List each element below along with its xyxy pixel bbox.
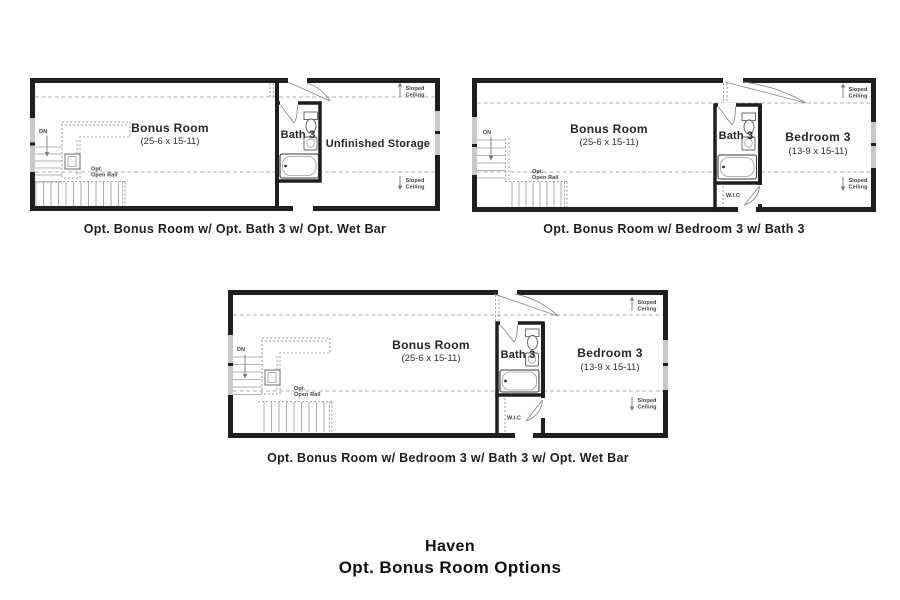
stair-treads-lower xyxy=(264,402,324,432)
svg-text:Sloped: Sloped xyxy=(848,178,868,184)
plan2-top-door-gap xyxy=(723,78,743,84)
plan-3-caption: Opt. Bonus Room w/ Bedroom 3 w/ Bath 3 w/ Opt. Wet Bar xyxy=(267,451,629,465)
svg-text:Ceiling: Ceiling xyxy=(637,306,657,313)
svg-text:Sloped: Sloped xyxy=(405,178,425,184)
svg-text:Ceiling: Ceiling xyxy=(405,92,425,99)
bath-door-leaf xyxy=(281,105,295,123)
open-rail-outline xyxy=(35,182,125,207)
wet-bar-sink xyxy=(265,370,280,385)
dn-label: DN xyxy=(483,130,492,136)
bathtub-fixture xyxy=(718,155,757,179)
plan1-sloped-ceiling-top xyxy=(398,83,425,99)
wic-door-leaf xyxy=(526,400,543,421)
plan3-sloped-ceiling-top xyxy=(630,297,657,313)
stair-treads-upper xyxy=(233,357,262,395)
svg-text:Opt.: Opt. xyxy=(532,169,544,175)
bath-label: Bath 3 xyxy=(280,129,316,141)
plan-1-svg xyxy=(30,78,440,211)
plan1-room-labels xyxy=(131,121,430,150)
stair-treads-lower xyxy=(36,182,119,206)
plan2-stairs xyxy=(477,138,567,207)
plan2-exterior-walls xyxy=(475,78,874,212)
bonus-room-label: Bonus Room xyxy=(131,121,209,135)
svg-text:Open Rail: Open Rail xyxy=(294,392,321,398)
bath-door-arc xyxy=(732,107,736,125)
stair-rail xyxy=(506,138,510,182)
wic-label: W.I.C xyxy=(507,415,521,422)
open-rail-outline xyxy=(505,182,567,208)
plan2-bath-door-gap xyxy=(718,103,736,107)
bonus-room-dims: (25-6 x 15-11) xyxy=(140,136,200,147)
plan-2-drawing xyxy=(472,78,876,212)
svg-text:Ceiling: Ceiling xyxy=(848,93,868,100)
svg-text:Ceiling: Ceiling xyxy=(637,404,657,411)
up-arrow-icon xyxy=(841,84,845,88)
plan3-bath-door-gap xyxy=(500,321,518,325)
bath-label: Bath 3 xyxy=(718,130,754,142)
svg-text:Open Rail: Open Rail xyxy=(91,172,118,179)
plan2-sloped-ceiling-lines xyxy=(477,83,871,172)
plan-1-drawing xyxy=(30,78,440,211)
svg-text:Ceiling: Ceiling xyxy=(405,184,425,191)
bedroom-label: Bedroom 3 xyxy=(577,346,643,360)
wet-bar-sink xyxy=(65,154,80,169)
down-arrow-icon xyxy=(630,407,634,412)
bedroom-door-arc xyxy=(515,294,558,316)
plan1-open-rail-label xyxy=(91,167,118,179)
plan1-bath-door-gap xyxy=(280,101,298,105)
plan2-open-rail-label xyxy=(532,169,559,181)
down-arrow-icon xyxy=(841,187,845,192)
svg-text:Sloped: Sloped xyxy=(637,398,657,404)
toilet-fixture xyxy=(526,329,540,350)
plan-subtitle: Opt. Bonus Room Options xyxy=(338,558,562,577)
plan1-sloped-ceiling-bottom xyxy=(398,176,425,191)
svg-text:Sloped: Sloped xyxy=(848,87,868,93)
plan2-dn-marker xyxy=(483,130,493,161)
open-rail-outline xyxy=(258,402,332,433)
down-arrow-icon xyxy=(398,186,402,191)
plan-3-svg xyxy=(228,290,668,438)
bedroom-label: Bedroom 3 xyxy=(785,130,851,144)
plan2-bath-fixtures xyxy=(718,113,757,179)
bedroom-door-leaf xyxy=(725,82,806,103)
svg-text:Opt.: Opt. xyxy=(91,166,103,173)
dn-label: DN xyxy=(39,129,48,135)
wic-label: W.I.C xyxy=(726,193,740,199)
plan-1-caption: Opt. Bonus Room w/ Opt. Bath 3 w/ Opt. Wet Bar xyxy=(83,222,387,236)
bonus-room-dims: (25-6 x 15-11) xyxy=(401,353,461,364)
bonus-room-dims: (25-6 x 15-11) xyxy=(579,137,639,148)
plan2-sloped-ceiling-bottom xyxy=(841,177,868,191)
plan1-dn-marker xyxy=(39,129,49,157)
bath-door-leaf xyxy=(501,325,515,342)
plan3-bottom-door-gap xyxy=(515,432,533,438)
svg-text:Open Rail: Open Rail xyxy=(532,175,559,181)
bath-label: Bath 3 xyxy=(500,349,536,361)
plan-name-title: Haven xyxy=(424,538,476,555)
plan1-bath-fixtures xyxy=(280,112,319,178)
up-arrow-icon xyxy=(398,83,402,87)
title-block xyxy=(0,536,900,579)
bath-door-arc xyxy=(514,325,518,342)
bedroom-dims: (13-9 x 15-11) xyxy=(788,146,848,157)
bath-door-leaf xyxy=(719,107,733,125)
svg-text:Opt.: Opt. xyxy=(294,386,306,392)
svg-text:Sloped: Sloped xyxy=(637,300,657,306)
tub-faucet xyxy=(284,165,287,168)
bath-door-arc xyxy=(294,105,298,123)
svg-text:Ceiling: Ceiling xyxy=(848,184,868,191)
plan3-top-door-gap xyxy=(498,290,517,296)
bonus-room-label: Bonus Room xyxy=(392,338,470,352)
storage-label: Unfinished Storage xyxy=(325,138,431,150)
up-arrow-icon xyxy=(630,297,634,301)
plan2-room-labels xyxy=(570,122,851,199)
tub-faucet xyxy=(722,166,725,169)
plan-2-caption: Opt. Bonus Room w/ Bedroom 3 w/ Bath 3 xyxy=(543,222,805,236)
bedroom-door-arc xyxy=(743,82,806,103)
plan1-top-door-gap xyxy=(288,78,307,84)
plan2-bottom-door-gap xyxy=(738,206,756,212)
plan1-sloped-ceiling-lines xyxy=(35,83,435,172)
svg-text:Sloped: Sloped xyxy=(405,86,425,92)
dn-label: DN xyxy=(237,347,246,353)
dn-arrow-icon xyxy=(489,156,493,161)
plan3-open-rail-label xyxy=(294,386,321,398)
bathtub-fixture xyxy=(280,154,319,178)
plan3-dn-marker xyxy=(237,347,247,379)
bedroom-dims: (13-9 x 15-11) xyxy=(580,362,640,373)
dn-arrow-icon xyxy=(243,374,247,379)
plan2-sloped-ceiling-top xyxy=(841,84,868,100)
storage-door-leaf xyxy=(288,82,330,101)
plan3-sloped-ceiling-bottom xyxy=(630,397,657,411)
plan-2-svg xyxy=(472,78,876,212)
tub-faucet xyxy=(504,380,507,383)
stair-treads-lower xyxy=(512,182,561,207)
bonus-room-label: Bonus Room xyxy=(570,122,648,136)
plan1-bottom-door-gap xyxy=(293,205,313,211)
plan-3-drawing xyxy=(228,290,668,438)
bathtub-fixture xyxy=(500,370,539,392)
